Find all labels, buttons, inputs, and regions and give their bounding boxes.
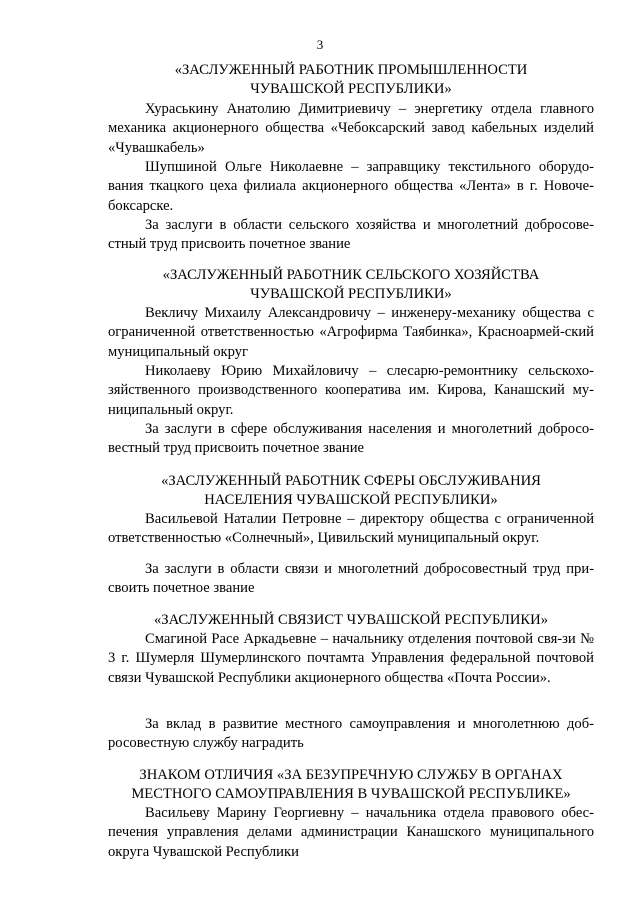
heading-line: НАСЕЛЕНИЯ ЧУВАШСКОЙ РЕСПУБЛИКИ» <box>204 492 498 509</box>
section-intro: За заслуги в области сельского хозяйства и многолетний добросове-стный труд присвоить почетное звание <box>108 217 594 253</box>
award-entry: Васильеву Марину Георгиевну – начальника отдела правового обес-печения управления делами администрации Канашского муниципального округа Чувашской Республики <box>108 805 594 860</box>
award-entry: Векличу Михаилу Александровичу – инженеру-механику общества с ограниченной ответственностью «Агрофирма Таябинка», Красноармей-ский муниципальный округ <box>108 305 594 360</box>
heading-line: ЧУВАШСКОЙ РЕСПУБЛИКИ» <box>250 81 452 98</box>
heading-line: «ЗАСЛУЖЕННЫЙ РАБОТНИК СФЕРЫ ОБСЛУЖИВАНИЯ <box>161 473 541 489</box>
page-number: 3 <box>316 37 324 52</box>
heading-line: ЗНАКОМ ОТЛИЧИЯ «ЗА БЕЗУПРЕЧНУЮ СЛУЖБУ В ОРГАНАХ <box>139 767 563 783</box>
section-intro: За заслуги в области связи и многолетний добросовестный труд при-своить почетное звание <box>108 561 594 597</box>
award-entry: Хураськину Анатолию Димитриевичу – энергетику отдела главного механика акционерного общества «Чебоксарский завод кабельных изделий «Чувашкабель» <box>108 101 594 156</box>
section-intro: За вклад в развитие местного самоуправления и многолетнюю доб-росовестную службу наградить <box>108 716 594 752</box>
award-entry: Васильевой Наталии Петровне – директору общества с ограниченной ответственностью «Солнечный», Цивильский муниципальный округ. <box>108 511 594 547</box>
award-entry: Смагиной Расе Аркадьевне – начальнику отделения почтовой свя-зи № 3 г. Шумерля Шумерлинского почтамта Управления федеральной почтовой связи Чувашской Республики акционерного общества «Почта России». <box>108 631 594 686</box>
section-3-heading <box>108 472 594 511</box>
heading-line: МЕСТНОГО САМОУПРАВЛЕНИЯ В ЧУВАШСКОЙ РЕСПУБЛИКЕ» <box>131 786 571 803</box>
award-entry: Шупшиной Ольге Николаевне – заправщику текстильного оборудо-вания ткацкого цеха филиала акционерного общества «Лента» в г. Новоче-боксарске. <box>108 159 594 214</box>
section-4-heading <box>108 611 594 630</box>
heading-line: «ЗАСЛУЖЕННЫЙ СВЯЗИСТ ЧУВАШСКОЙ РЕСПУБЛИКИ» <box>153 612 548 628</box>
award-entry: Николаеву Юрию Михайловичу – слесарю-ремонтнику сельскохо-зяйственного производственного кооператива им. Кирова, Канашский му-ниципальный округ. <box>108 363 594 418</box>
section-intro: За заслуги в сфере обслуживания населения и многолетний добросо-вестный труд присвоить почетное звание <box>108 421 594 457</box>
heading-line: «ЗАСЛУЖЕННЫЙ РАБОТНИК СЕЛЬСКОГО ХОЗЯЙСТВА <box>162 267 540 283</box>
heading-line: «ЗАСЛУЖЕННЫЙ РАБОТНИК ПРОМЫШЛЕННОСТИ <box>174 62 528 78</box>
heading-line: ЧУВАШСКОЙ РЕСПУБЛИКИ» <box>250 286 452 303</box>
section-2-heading <box>108 266 594 305</box>
section-1-heading <box>108 61 594 100</box>
section-5-heading <box>108 766 594 805</box>
